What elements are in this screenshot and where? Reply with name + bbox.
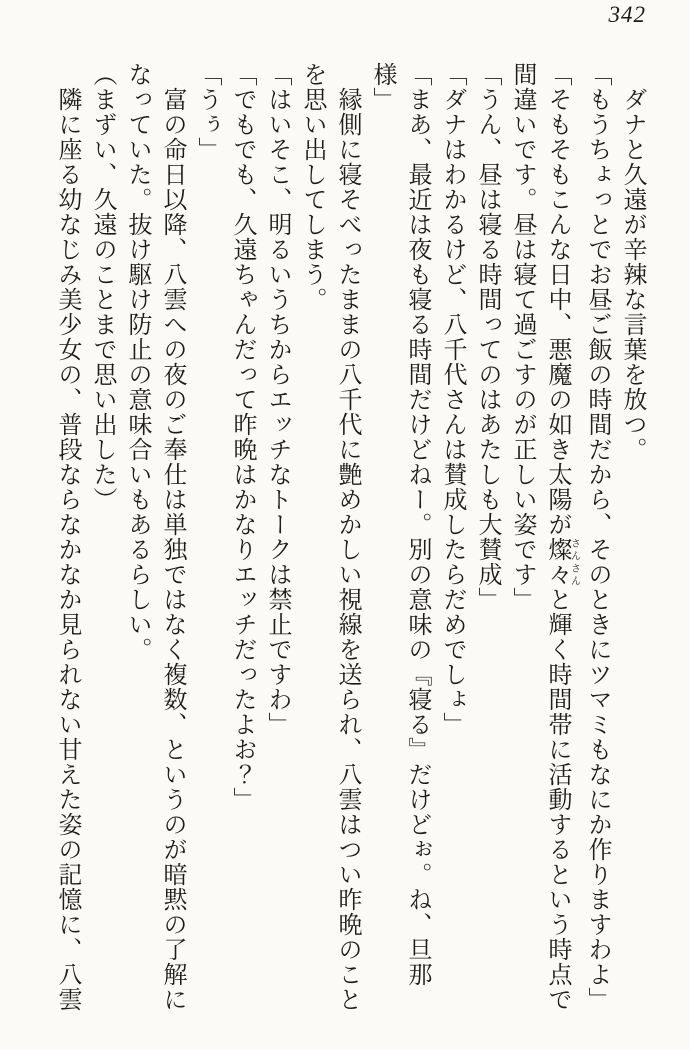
text-line: 「まあ、最近は夜も寝る時間だけどねー。別の意味の『寝る』だけどぉ。ね、旦那 [404, 62, 430, 987]
text-line: 隣に座る幼なじみ美少女の、普段ならなかなか見られない甘えた姿の記憶に、八雲 [54, 62, 80, 1012]
text-line: （まずい、久遠のことまで思い出した） [89, 62, 115, 512]
text-line: 「うん、昼は寝る時間ってのはあたしも大賛成」 [474, 62, 500, 612]
text-line: 富の命日以降、八雲への夜のご奉仕は単独ではなく複数、というのが暗黙の了解に [159, 62, 185, 1012]
text-line: 「でもでも、久遠ちゃんだって昨晩はかなりエッチだったよお？」 [229, 62, 255, 812]
text-line: 縁側に寝そべったままの八千代に艶めかしい視線を送られ、八雲はつい昨晩のこと [334, 62, 360, 1012]
text-line: 様」 [369, 62, 395, 112]
text-line: を思い出してしまう。 [299, 62, 325, 312]
page-number: 342 [608, 2, 646, 27]
text-line: ダナと久遠が辛辣な言葉を放つ。 [619, 62, 645, 462]
page-text [49, 62, 649, 1015]
text-line: なっていた。抜け駆け防止の意味合いもあるらしい。 [124, 62, 150, 662]
text-line: 「うぅ」 [194, 62, 220, 162]
text-line: 「そもそもこんな日中、悪魔の如き太陽が燦々さんさんと輝く時間帯に活動するという時点で [544, 62, 580, 1012]
text-line: 「もうちょっとでお昼ご飯の時間だから、そのときにツマミもなにか作りますわよ」 [584, 62, 610, 1012]
text-line: 間違いです。昼は寝て過ごすのが正しい姿です」 [509, 62, 535, 612]
furigana-annotation: 燦々さんさん [544, 537, 580, 587]
text-line: 「ダナはわかるけど、八千代さんは賛成したらだめでしょ」 [439, 62, 465, 737]
text-line: 「はいそこ、明るいうちからエッチなトークは禁止ですわ」 [264, 62, 290, 737]
